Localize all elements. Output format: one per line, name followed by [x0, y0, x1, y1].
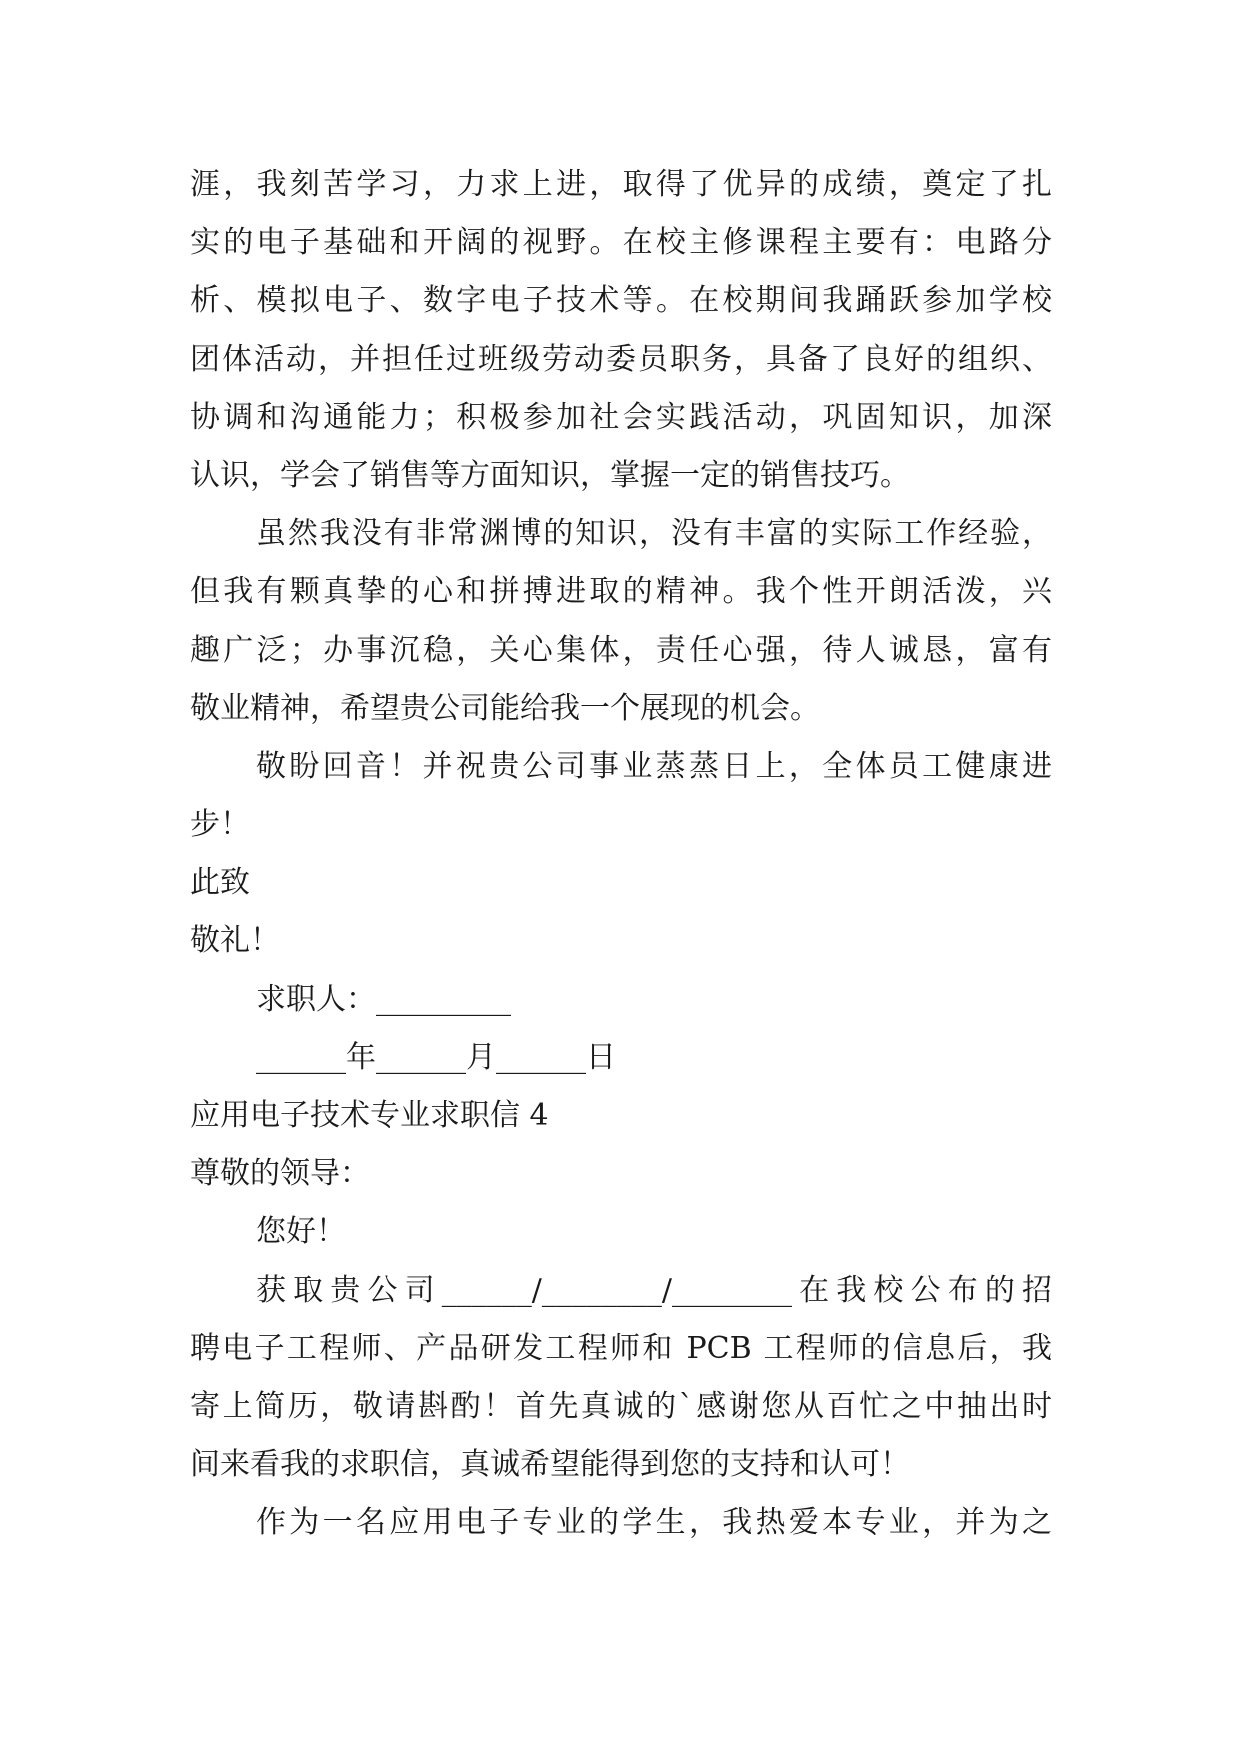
text-line: 虽然我没有非常渊博的知识，没有丰富的实际工作经验， [256, 516, 1052, 552]
text-line: 实的电子基础和开阔的视野。在校主修课程主要有：电路分 [190, 225, 1052, 261]
text-line: 涯，我刻苦学习，力求上进，取得了优异的成绩，奠定了扎 [190, 167, 1052, 202]
text-line: 认识，学会了销售等方面知识，掌握一定的销售技巧。 [190, 457, 910, 493]
closing-regards: 敬礼！ [190, 923, 280, 959]
text-line: 敬业精神，希望贵公司能给我一个展现的机会。 [190, 690, 820, 726]
text-line: 析、模拟电子、数字电子技术等。在校期间我踊跃参加学校 [190, 283, 1052, 319]
closing-salutation: 此致 [190, 865, 250, 901]
text-line: 步！ [190, 807, 250, 843]
section-title: 应用电子技术专业求职信 4 [190, 1098, 549, 1133]
text-line: 寄上简历，敬请斟酌！首先真诚的`感谢您从百忙之中抽出时 [190, 1388, 1052, 1424]
date-line: ______年______月______日 [256, 1039, 616, 1075]
text-line: 获取贵公司______/________/________在我校公布的招 [256, 1272, 1052, 1308]
greeting: 尊敬的领导： [190, 1156, 370, 1192]
greeting-hello: 您好！ [256, 1214, 346, 1250]
text-line: 作为一名应用电子专业的学生，我热爱本专业，并为之 [256, 1505, 1052, 1541]
text-line: 敬盼回音！并祝贵公司事业蒸蒸日上，全体员工健康进 [256, 748, 1052, 784]
text-line: 聘电子工程师、产品研发工程师和 PCB 工程师的信息后，我 [190, 1330, 1052, 1366]
text-line: 间来看我的求职信，真诚希望能得到您的支持和认可！ [190, 1447, 910, 1483]
text-line: 但我有颗真挚的心和拼搏进取的精神。我个性开朗活泼，兴 [190, 574, 1052, 610]
applicant-signature-line: 求职人：_________ [256, 981, 511, 1017]
document-page [190, 156, 1052, 1553]
text-line: 团体活动，并担任过班级劳动委员职务，具备了良好的组织、 [190, 341, 1052, 377]
text-line: 趣广泛；办事沉稳，关心集体，责任心强，待人诚恳，富有 [190, 632, 1052, 668]
text-line: 协调和沟通能力；积极参加社会实践活动，巩固知识，加深 [190, 399, 1052, 435]
